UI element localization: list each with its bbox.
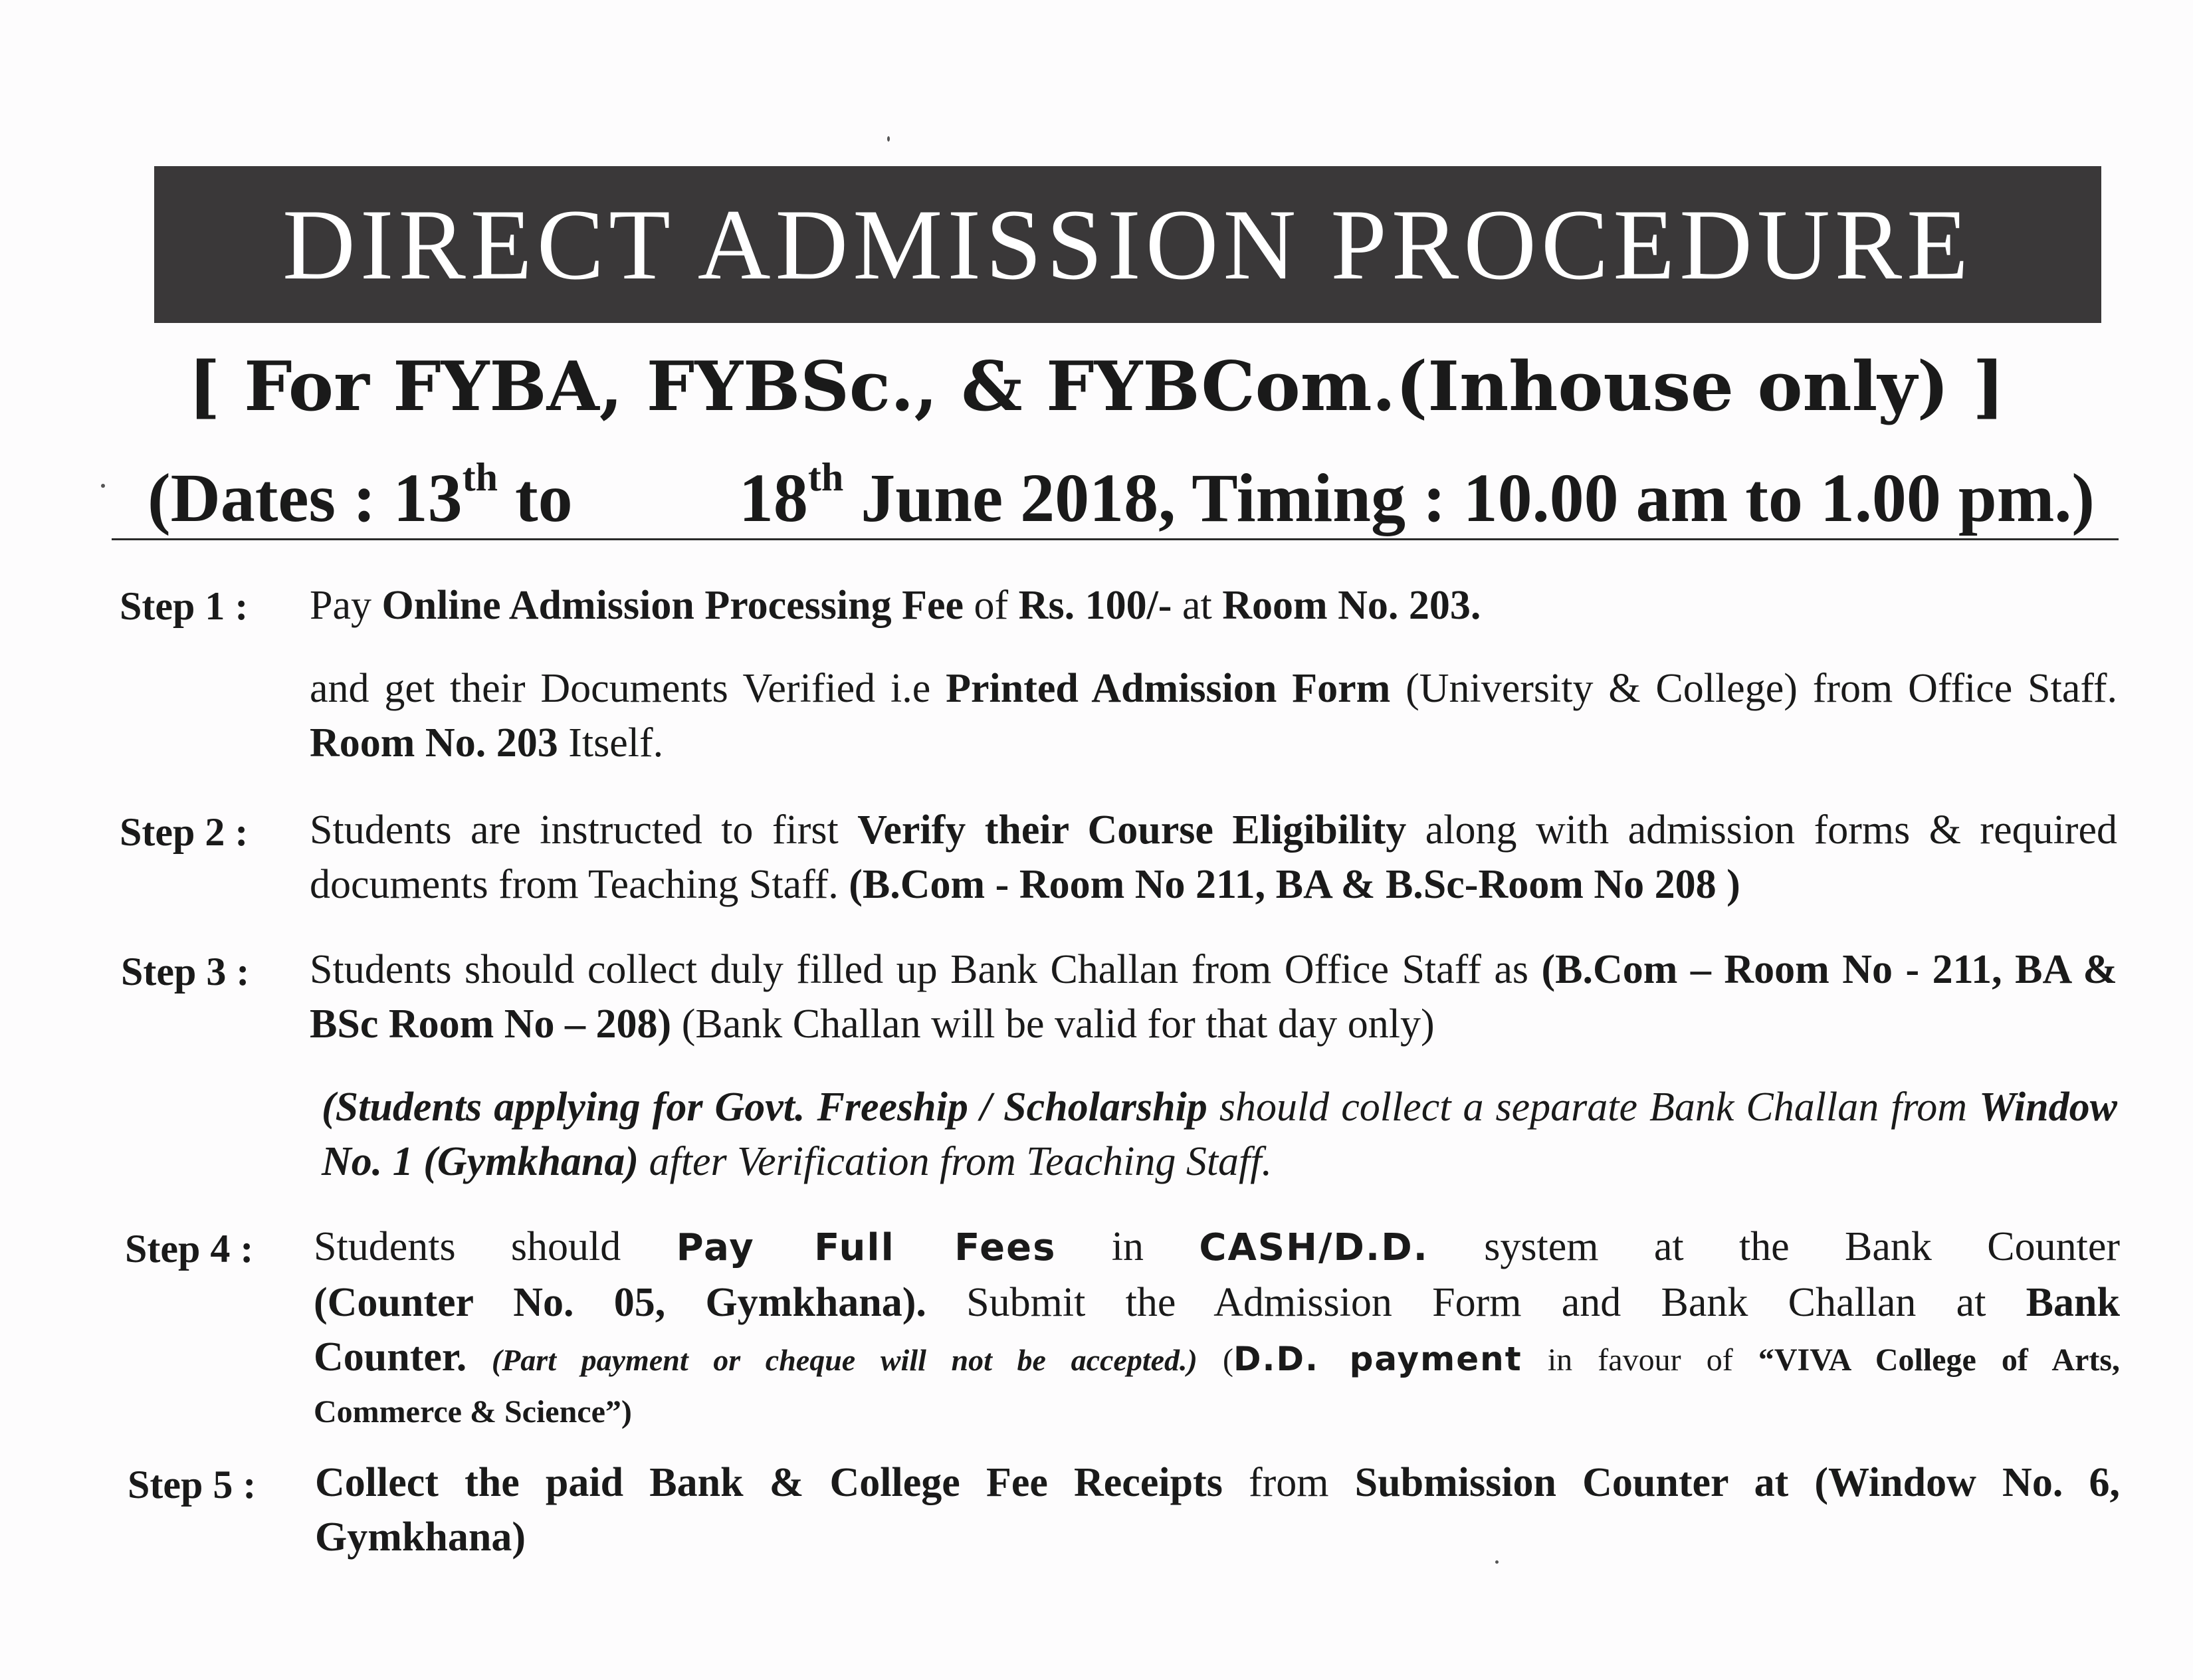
dates-end: 18th June 2018, Timing : 10.00 am to 1.00 pm.) <box>738 455 2095 536</box>
step-3-text: Students should collect duly filled up Bank Challan from Office Staff as (B.Com – Room No - 211, BA & BSc Room No – 208) (Bank Challan will be valid for that day only) <box>310 947 2117 1047</box>
step-1-text: Pay Online Admission Processing Fee of Rs. 100/- at Room No. 203. <box>310 583 1481 628</box>
step-1-label: Step 1 : <box>120 584 249 628</box>
header-rule <box>112 538 2119 540</box>
step-5-label: Step 5 : <box>128 1463 257 1507</box>
step-4-label: Step 4 : <box>125 1227 254 1271</box>
page-subtitle: [ For FYBA, FYBSc., & FYBCom.(Inhouse only) ] <box>188 347 2005 427</box>
step-5-text: Collect the paid Bank & College Fee Receipts from Submission Counter at (Window No. 6, Gymkhana) <box>315 1460 2120 1560</box>
step-4-text <box>314 1219 2120 1433</box>
dates-line <box>148 455 2095 538</box>
page-title: DIRECT ADMISSION PROCEDURE <box>282 189 1973 300</box>
step-3-label: Step 3 : <box>121 950 250 994</box>
step-2-label: Step 2 : <box>120 810 249 854</box>
step-4-line-2: (Counter No. 05, Gymkhana). Submit the Admission Form and Bank Challan at Bank <box>314 1280 2120 1325</box>
step-1-verification-text: and get their Documents Verified i.e Printed Admission Form (University & College) from Office Staff. Room No. 203 Itself. <box>310 666 2118 766</box>
title-banner <box>154 166 2101 323</box>
step-4-line-1: Students should Pay Full Fees in CASH/D.D. system at the Bank Counter <box>314 1224 2120 1269</box>
step-4-line-3: Counter. (Part payment or cheque will not be accepted.) (D.D. payment in favour of “VIVA College of Arts, <box>314 1334 2121 1380</box>
dates-start: (Dates : 13th to <box>148 455 573 536</box>
scan-speck <box>887 136 890 142</box>
step-4-line-4: Commerce & Science”) <box>314 1394 632 1429</box>
step-3-scholarship-note: (Students applying for Govt. Freeship / Scholarship should collect a separate Bank Challan from Window No. 1 (Gymkhana) after Verification from Teaching Staff. <box>322 1085 2117 1184</box>
scan-speck <box>101 484 105 488</box>
step-2-text: Students are instructed to first Verify their Course Eligibility along with admission forms & required documents from Teaching Staff. (B.Com - Room No 211, BA & B.Sc-Room No 208 ) <box>310 807 2117 907</box>
